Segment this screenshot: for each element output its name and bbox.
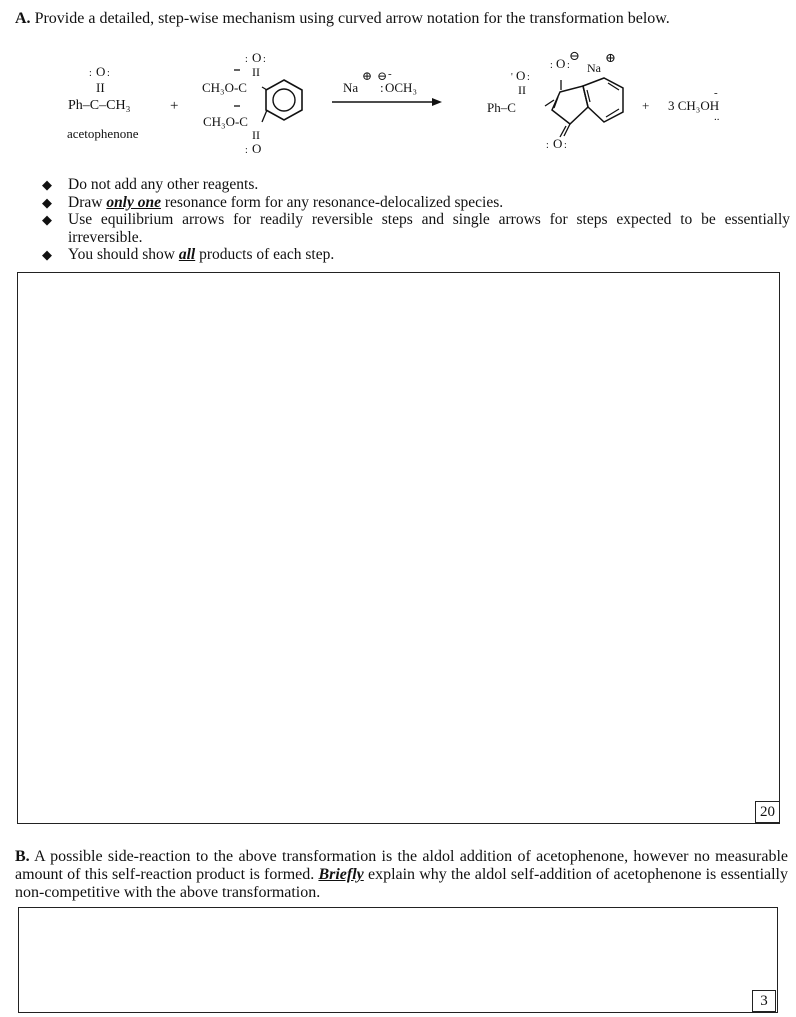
part-b-text-tail: explain why the aldol self-addition of acetophenone is essentially non-competitive with the above transformation. [15, 866, 789, 901]
instruction-emphasis: all [178, 246, 196, 263]
svg-text::: : [245, 54, 248, 65]
plus-charge-icon: ⊕ [362, 69, 373, 83]
svg-text::: : [89, 68, 92, 79]
part-b-prompt [15, 848, 788, 902]
benzene-ring [266, 80, 302, 120]
diamond-bullet-icon: ◆ [42, 177, 52, 192]
part-b-emphasis: Briefly [318, 866, 364, 883]
svg-text:-: - [388, 68, 392, 80]
instruction-text: Draw [68, 193, 107, 211]
minus-charge-icon: ⊖ [377, 69, 388, 83]
part-b-text: A possible side-reaction to the above transformation is the aldol addition of acetophenone, however no measurable amount of this self-reaction product is formed. [15, 848, 789, 883]
svg-text:..: .. [714, 111, 720, 123]
instruction-list [42, 176, 790, 264]
part-a-text: Provide a detailed, step-wise mechanism using curved arrow notation for the transformation below. [34, 10, 670, 27]
svg-text::: : [550, 60, 553, 71]
reagent-anion: OCH₃ [385, 80, 417, 95]
svg-text::: : [546, 140, 549, 151]
diester-bottom-double-bond: II [252, 128, 260, 142]
instruction-item [42, 246, 790, 264]
part-b-answer-box[interactable] [18, 907, 778, 1013]
product-phenyl-label: Ph–C [487, 100, 516, 115]
instruction-item [42, 194, 790, 212]
instruction-emphasis: only one [106, 193, 161, 211]
product-minus-charge-icon: ⊖ [569, 48, 580, 63]
product-plus-charge-icon: ⊕ [605, 50, 616, 65]
byproduct-formula: 3 CH₃OH [668, 98, 720, 113]
reaction-arrowhead [432, 98, 442, 106]
instruction-text: Do not add any other reagents. [68, 176, 259, 193]
instruction-text: Use equilibrium arrows for readily reversible steps and single arrows for steps expected to be essentially irreversible. [68, 211, 790, 246]
diamond-bullet-icon: ◆ [42, 194, 52, 210]
product-counterion: Na [587, 61, 601, 75]
diester-bottom-oxygen: O [252, 141, 262, 156]
diester-top-ester: CH₃O-C [202, 80, 247, 95]
reaction-scheme [0, 40, 796, 175]
svg-text::: : [527, 72, 530, 83]
diester-structure [202, 50, 302, 156]
instruction-text: You should show [68, 246, 179, 263]
acetophenone-oxygen: O [96, 64, 106, 79]
svg-text::: : [567, 60, 570, 71]
acetophenone-double-bond: II [96, 80, 105, 95]
reagent-label [343, 68, 417, 95]
diester-bottom-ester: CH₃O-C [203, 114, 248, 129]
diamond-bullet-icon: ◆ [42, 247, 52, 262]
diester-top-oxygen: O [252, 50, 262, 65]
product-structure [487, 48, 623, 151]
product-double-bond: II [518, 83, 526, 97]
acetophenone-formula: Ph–C–CH₃ [68, 98, 131, 113]
svg-text::: : [564, 140, 567, 151]
svg-text::: : [245, 145, 248, 156]
part-a-prompt [15, 10, 785, 28]
part-b-letter: B. [15, 848, 30, 865]
product-ketone-oxygen: O [516, 68, 526, 83]
product-ring-oxygen: O [553, 136, 563, 151]
plus-sign-1: + [170, 98, 179, 114]
svg-text:': ' [511, 72, 513, 83]
instruction-text-tail: products of each step. [195, 246, 335, 263]
part-b-points-box: 3 [752, 990, 776, 1012]
acetophenone-structure [67, 64, 139, 141]
product-enolate-oxygen: O [556, 56, 566, 71]
svg-text::: : [263, 54, 266, 65]
part-a-answer-box[interactable] [17, 272, 780, 824]
svg-text::: : [107, 68, 110, 79]
plus-sign-2: + [642, 98, 650, 113]
acetophenone-name: acetophenone [67, 126, 139, 141]
part-a-letter: A. [15, 10, 31, 27]
diamond-bullet-icon: ◆ [42, 212, 52, 227]
instruction-item [42, 211, 790, 246]
part-a-points-box: 20 [755, 801, 780, 823]
svg-text::: : [380, 80, 384, 95]
svg-text:-: - [714, 87, 718, 99]
diester-top-double-bond: II [252, 65, 260, 79]
reagent-cation: Na [343, 80, 359, 95]
instruction-item [42, 176, 790, 194]
instruction-text-tail: resonance form for any resonance-delocalized species. [161, 193, 504, 211]
